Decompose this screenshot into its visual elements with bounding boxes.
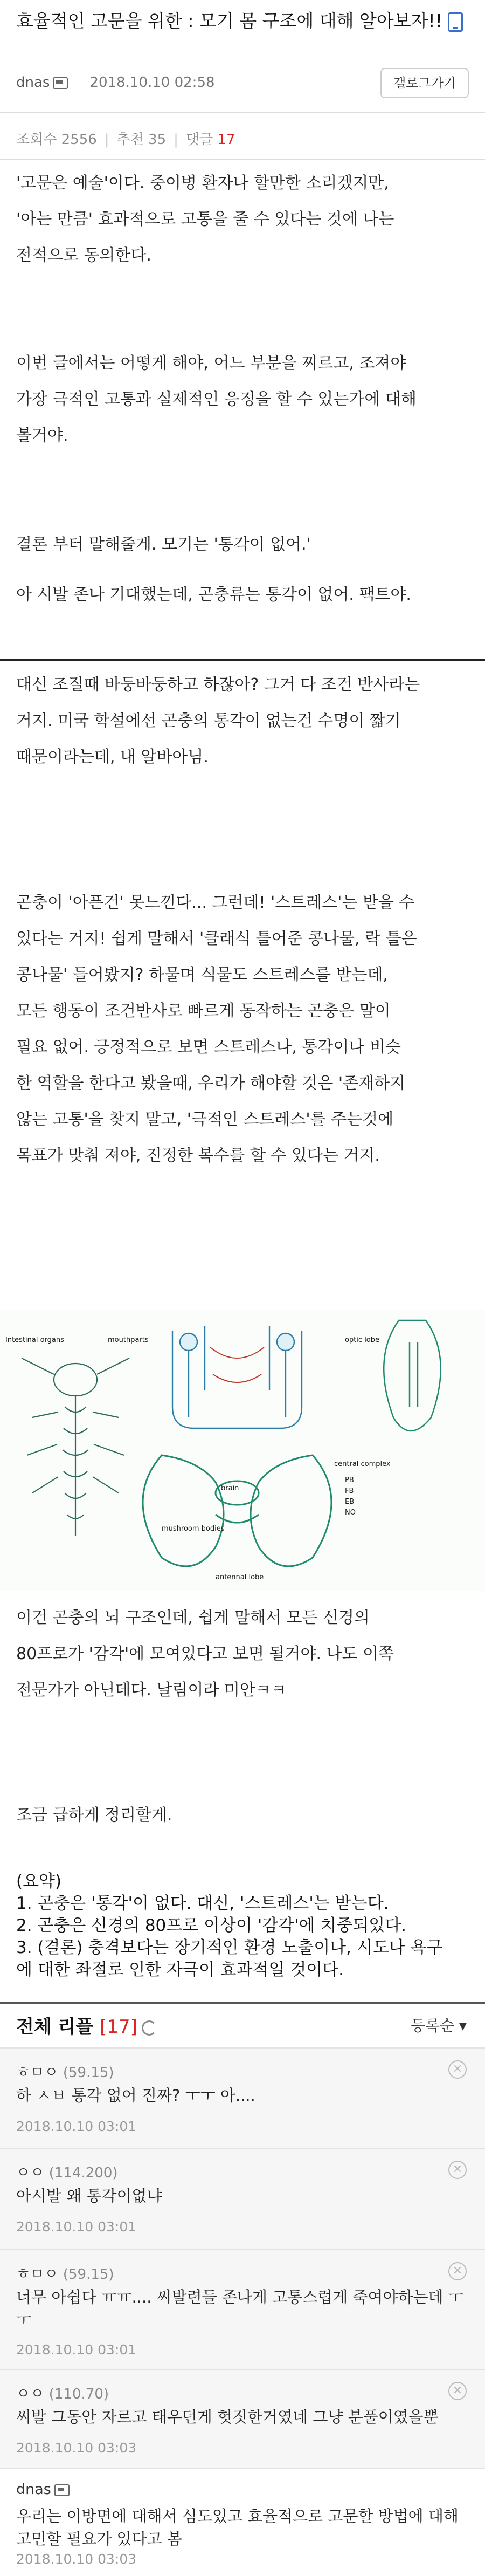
post-meta <box>16 74 215 91</box>
label-mouthparts: mouthparts <box>108 1336 149 1344</box>
post-stats: 조회수 2556 | 추천 35 | 댓글 17 <box>16 132 235 148</box>
body-paragraph-2: 이번 글에서는 어떻게 해야, 어느 부분을 찌르고, 조져야 가장 극적인 고통과 실제적인 응징을 할 수 있는가에 대해 볼거야. <box>16 354 417 445</box>
views-count: 조회수 2556 <box>16 132 97 148</box>
label-antennal-lobe: antennal lobe <box>216 1573 264 1581</box>
comment-label: 댓글 <box>185 132 213 148</box>
body-paragraph-6: 이건 곤충의 뇌 구조인데, 쉽게 말해서 모든 신경의 80프로가 '감각'에 모여있다고 보면 될거야. 나도 이쪽 전문가가 아닌데다. 날림이라 미안ㅋㅋ <box>16 1608 394 1700</box>
summary-block: (요약) 1. 곤충은 '통각'이 없다. 대신, '스트레스'는 받는다. 2. 곤충은 신경의 80프로 이상이 '감각'에 치중되있다. 3. (결론) 충격보다는 장기적인 환경 노출이나, 시도나 욕구 에 대한 좌절로 인한 자극이 효과적일 것이다. <box>16 1872 443 1979</box>
comment-nick[interactable]: ㅇㅇ (110.70) <box>16 2386 109 2402</box>
comments-total: [17] <box>100 2016 137 2038</box>
insect-body-drawing <box>22 1358 129 1536</box>
delete-icon[interactable]: ✕ <box>448 2382 467 2400</box>
comment-nick[interactable]: ㅎㅁㅇ (59.15) <box>16 2064 114 2081</box>
comment-count: 17 <box>217 132 235 148</box>
comments-divider <box>0 2002 485 2004</box>
label-optic-lobe: optic lobe <box>345 1336 380 1344</box>
comment-item-author <box>0 2468 485 2576</box>
comment-body: 씨발 그동안 자르고 태우던게 헛짓한거였네 그냥 분풀이였을뿐 <box>16 2408 439 2426</box>
brain-frontal-drawing <box>172 1326 302 1428</box>
image-boundary <box>0 659 485 661</box>
label-central-complex: central complex <box>334 1460 391 1468</box>
body-paragraph-5: 곤충이 '아픈건' 못느낀다... 그런데! '스트레스'는 받을 수 있다는 거지! 쉽게 말해서 '클래식 틀어준 콩나물, 락 틀은 콩나물' 들어봤지? 하물며 식물도 스트레스를 받는데, 모든 행동이 조건반사로 빠르게 동작하는 곤충은 말이 필요 없어. 긍정적으로 보면 스트레스나, 통각이나 비슷 한 역할을 한다고 봤을때, 우리가 해야할 것은 '존재하지 않는 고통'을 찾지 말고, '극적인 스트레스'를 주는것에 목표가 맞춰 져야, 진정한 복수를 할 수 있다는 거지. <box>16 893 417 1165</box>
comment-date: 2018.10.10 03:03 <box>16 2551 137 2567</box>
brain-lobes-drawing <box>143 1455 331 1566</box>
comment-body: 하 ㅅㅂ 통각 없어 진짜? ㅜㅜ 아.... <box>16 2086 255 2105</box>
label-no: NO <box>345 1509 356 1517</box>
comment-date: 2018.10.10 03:01 <box>16 2342 137 2358</box>
comment-body: 우리는 이방면에 대해서 심도있고 효율적으로 고문할 방법에 대해 고민할 필요가 있다고 봄 <box>16 2507 459 2548</box>
comment-item <box>0 2369 485 2469</box>
refresh-icon[interactable] <box>142 2020 157 2036</box>
comment-item <box>0 2249 485 2370</box>
body-paragraph-4: 대신 조질때 바둥바둥하고 하잖아? 그거 다 조건 반사라는 거지. 미국 학설에선 곤충의 통각이 없는건 수명이 짧기 때문이라는데, 내 알바아님. <box>16 675 420 766</box>
divider <box>0 112 485 113</box>
fixed-nick-icon <box>54 2484 70 2496</box>
comment-date: 2018.10.10 03:01 <box>16 2219 137 2235</box>
label-pb: PB <box>345 1476 354 1484</box>
divider <box>0 159 485 160</box>
delete-icon[interactable]: ✕ <box>448 2262 467 2280</box>
label-brain: brain <box>221 1484 239 1492</box>
comment-nick[interactable]: ㅇㅇ (114.200) <box>16 2164 118 2181</box>
comment-nick[interactable]: ㅎㅁㅇ (59.15) <box>16 2266 114 2283</box>
body-paragraph-1: '고문은 예술'이다. 중이병 환자나 할만한 소리겠지만, '아는 만큼' 효과적으로 고통을 줄 수 있다는 것에 나는 전적으로 동의한다. <box>16 174 394 265</box>
neuron-red-drawing <box>210 1347 264 1382</box>
recommend-count: 추천 35 <box>116 132 167 148</box>
gallog-button[interactable]: 갤로그가기 <box>380 68 469 98</box>
brain-diagram-svg <box>0 1310 485 1591</box>
body-paragraph-7: 조금 급하게 정리할게. <box>16 1806 172 1825</box>
label-mushroom-bodies: mushroom bodies <box>162 1525 225 1533</box>
delete-icon[interactable]: ✕ <box>448 2161 467 2179</box>
post-date: 2018.10.10 02:58 <box>89 74 215 91</box>
comment-item <box>0 2047 485 2149</box>
post-title: 효율적인 고문을 위한 : 모기 몸 구조에 대해 알아보자!! <box>16 8 469 35</box>
body-paragraph-3: 결론 부터 말해줄게. 모기는 '통각이 없어.' 아 시발 존나 기대했는데, 곤충류는 통각이 없어. 팩트야. <box>16 535 411 604</box>
author-name[interactable]: dnas <box>16 74 50 91</box>
comment-body: 아시발 왜 통각이없냐 <box>16 2187 162 2205</box>
delete-icon[interactable]: ✕ <box>448 2060 467 2079</box>
label-intestinal: Intestinal organs <box>5 1336 64 1344</box>
label-fb: FB <box>345 1487 354 1495</box>
brain-dorsal-drawing <box>384 1320 441 1431</box>
comments-title: 전체 리플 [17] <box>16 2012 157 2038</box>
fixed-nick-icon <box>53 77 68 89</box>
mobile-icon <box>448 12 463 32</box>
comment-item <box>0 2148 485 2250</box>
insect-brain-diagram <box>0 1310 485 1591</box>
comment-date: 2018.10.10 03:03 <box>16 2440 137 2456</box>
label-eb: EB <box>345 1498 355 1506</box>
comment-body: 너무 아쉽다 ㅠㅠ.... 씨발련들 존나게 고통스럽게 죽여야하는데 ㅜㅜ <box>16 2288 463 2329</box>
sort-dropdown[interactable]: 등록순 ▾ <box>410 2017 467 2034</box>
comment-date: 2018.10.10 03:01 <box>16 2119 137 2134</box>
comment-nick[interactable]: dnas <box>16 2481 70 2498</box>
